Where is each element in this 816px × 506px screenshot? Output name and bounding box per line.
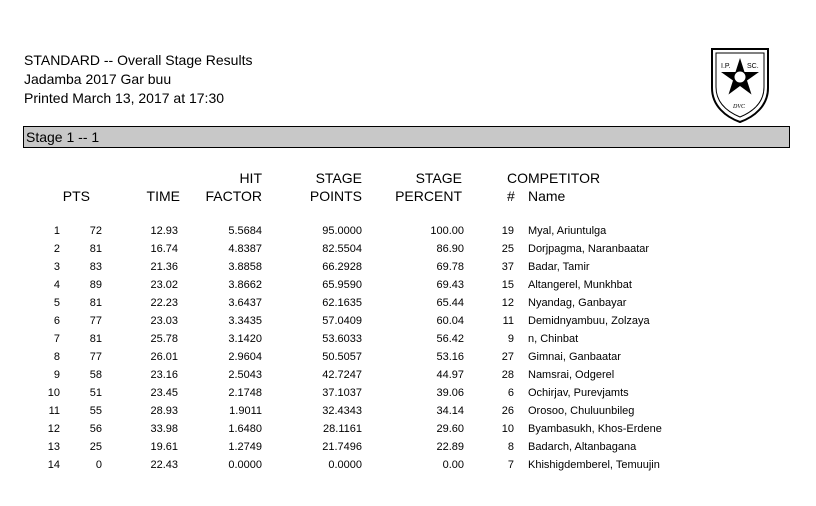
header-stage-points-2: POINTS bbox=[309, 188, 362, 204]
place-cell: 7 bbox=[53, 333, 60, 345]
competitor-number-cell: 19 bbox=[501, 225, 514, 237]
hit-factor-cell: 2.1748 bbox=[228, 387, 262, 399]
pts-cell: 58 bbox=[89, 369, 102, 381]
place-cell: 13 bbox=[47, 441, 60, 453]
stage-points-cell: 42.7247 bbox=[322, 369, 362, 381]
time-cell: 26.01 bbox=[150, 351, 178, 363]
time-cell: 23.03 bbox=[150, 315, 178, 327]
stage-points-cell: 57.0409 bbox=[322, 315, 362, 327]
competitor-number-cell: 28 bbox=[501, 369, 514, 381]
report-title: STANDARD -- Overall Stage Results bbox=[24, 52, 253, 68]
pts-cell: 81 bbox=[89, 297, 102, 309]
stage-percent-cell: 60.04 bbox=[436, 315, 464, 327]
stage-points-cell: 82.5504 bbox=[322, 243, 362, 255]
place-cell: 9 bbox=[53, 369, 60, 381]
place-cell: 2 bbox=[53, 243, 60, 255]
stage-percent-cell: 86.90 bbox=[436, 243, 464, 255]
table-row bbox=[0, 420, 816, 438]
stage-percent-cell: 0.00 bbox=[442, 459, 464, 471]
competitor-name-cell: Ochirjav, Purevjamts bbox=[528, 387, 629, 399]
competitor-name-cell: Demidnyambuu, Zolzaya bbox=[528, 315, 650, 327]
report-header bbox=[24, 51, 252, 108]
table-row bbox=[0, 312, 816, 330]
hit-factor-cell: 1.6480 bbox=[228, 423, 262, 435]
stage-points-cell: 50.5057 bbox=[322, 351, 362, 363]
stage-percent-cell: 69.78 bbox=[436, 261, 464, 273]
stage-points-cell: 62.1635 bbox=[322, 297, 362, 309]
place-cell: 10 bbox=[47, 387, 60, 399]
ipsc-logo bbox=[709, 46, 771, 124]
pts-cell: 81 bbox=[89, 243, 102, 255]
stage-bar bbox=[23, 126, 790, 148]
header-stage-points-1: STAGE bbox=[315, 170, 362, 186]
competitor-name-cell: Khishigdemberel, Temuujin bbox=[528, 459, 660, 471]
pts-cell: 56 bbox=[89, 423, 102, 435]
competitor-name-cell: Byambasukh, Khos-Erdene bbox=[528, 423, 662, 435]
header-stage-percent-2: PERCENT bbox=[395, 188, 462, 204]
header-stage-percent-1: STAGE bbox=[415, 170, 462, 186]
competitor-name-cell: Gimnai, Ganbaatar bbox=[528, 351, 621, 363]
competitor-number-cell: 10 bbox=[501, 423, 514, 435]
time-cell: 22.43 bbox=[150, 459, 178, 471]
header-hit: HIT bbox=[239, 170, 262, 186]
competitor-number-cell: 15 bbox=[501, 279, 514, 291]
stage-percent-cell: 29.60 bbox=[436, 423, 464, 435]
stage-percent-cell: 56.42 bbox=[436, 333, 464, 345]
hit-factor-cell: 3.3435 bbox=[228, 315, 262, 327]
time-cell: 23.45 bbox=[150, 387, 178, 399]
competitor-number-cell: 26 bbox=[501, 405, 514, 417]
time-cell: 22.23 bbox=[150, 297, 178, 309]
pts-cell: 81 bbox=[89, 333, 102, 345]
time-cell: 16.74 bbox=[150, 243, 178, 255]
hit-factor-cell: 2.9604 bbox=[228, 351, 262, 363]
place-cell: 1 bbox=[53, 225, 60, 237]
place-cell: 6 bbox=[53, 315, 60, 327]
logo-right-text: SC. bbox=[747, 63, 759, 70]
hit-factor-cell: 3.1420 bbox=[228, 333, 262, 345]
competitor-number-cell: 7 bbox=[507, 459, 514, 471]
competitor-number-cell: 9 bbox=[507, 333, 514, 345]
table-row bbox=[0, 384, 816, 402]
competitor-name-cell: Dorjpagma, Naranbaatar bbox=[528, 243, 650, 255]
match-name: Jadamba 2017 Gar buu bbox=[24, 71, 172, 87]
stage-percent-cell: 34.14 bbox=[436, 405, 464, 417]
pts-cell: 77 bbox=[89, 351, 102, 363]
stage-percent-cell: 100.00 bbox=[430, 225, 464, 237]
stage-title: Stage 1 -- 1 bbox=[26, 129, 100, 145]
competitor-number-cell: 25 bbox=[501, 243, 514, 255]
table-row bbox=[0, 330, 816, 348]
place-cell: 12 bbox=[47, 423, 60, 435]
hit-factor-cell: 3.6437 bbox=[228, 297, 262, 309]
table-row bbox=[0, 294, 816, 312]
pts-cell: 55 bbox=[89, 405, 102, 417]
stage-points-cell: 53.6033 bbox=[322, 333, 362, 345]
pts-cell: 72 bbox=[89, 225, 102, 237]
hit-factor-cell: 2.5043 bbox=[228, 369, 262, 381]
table-row bbox=[0, 276, 816, 294]
competitor-name-cell: Orosoo, Chuluunbileg bbox=[528, 405, 635, 417]
place-cell: 11 bbox=[48, 405, 60, 417]
stage-percent-cell: 44.97 bbox=[436, 369, 464, 381]
competitor-number-cell: 12 bbox=[501, 297, 514, 309]
place-cell: 14 bbox=[47, 459, 60, 471]
competitor-name-cell: Badar, Tamir bbox=[528, 261, 590, 273]
pts-cell: 25 bbox=[89, 441, 102, 453]
table-row bbox=[0, 258, 816, 276]
table-row bbox=[0, 366, 816, 384]
pts-cell: 77 bbox=[89, 315, 102, 327]
table-row bbox=[0, 456, 816, 474]
time-cell: 19.61 bbox=[150, 441, 178, 453]
header-pts: PTS bbox=[62, 188, 90, 204]
stage-percent-cell: 22.89 bbox=[436, 441, 464, 453]
header-competitor: COMPETITOR bbox=[507, 170, 601, 186]
competitor-name-cell: Badarch, Altanbagana bbox=[528, 441, 637, 453]
competitor-number-cell: 27 bbox=[501, 351, 514, 363]
time-cell: 21.36 bbox=[150, 261, 178, 273]
time-cell: 33.98 bbox=[150, 423, 178, 435]
time-cell: 25.78 bbox=[150, 333, 178, 345]
place-cell: 4 bbox=[53, 279, 60, 291]
logo-motto: DVC bbox=[733, 104, 745, 110]
hit-factor-cell: 4.8387 bbox=[228, 243, 262, 255]
time-cell: 23.02 bbox=[150, 279, 178, 291]
table-row bbox=[0, 222, 816, 240]
time-cell: 12.93 bbox=[150, 225, 178, 237]
stage-percent-cell: 39.06 bbox=[436, 387, 464, 399]
place-cell: 3 bbox=[53, 261, 60, 273]
hit-factor-cell: 1.9011 bbox=[229, 405, 262, 417]
competitor-name-cell: Nyandag, Ganbayar bbox=[528, 297, 627, 309]
competitor-number-cell: 11 bbox=[502, 315, 514, 327]
table-row bbox=[0, 348, 816, 366]
stage-points-cell: 65.9590 bbox=[322, 279, 362, 291]
hit-factor-cell: 0.0000 bbox=[228, 459, 262, 471]
logo-left-text: I.P. bbox=[721, 63, 731, 70]
stage-points-cell: 95.0000 bbox=[322, 225, 362, 237]
stage-percent-cell: 53.16 bbox=[436, 351, 464, 363]
competitor-name-cell: Altangerel, Munkhbat bbox=[528, 279, 632, 291]
pts-cell: 89 bbox=[89, 279, 102, 291]
pts-cell: 51 bbox=[89, 387, 102, 399]
header-factor: FACTOR bbox=[205, 188, 262, 204]
hit-factor-cell: 5.5684 bbox=[228, 225, 262, 237]
table-row bbox=[0, 438, 816, 456]
header-time: TIME bbox=[146, 188, 180, 204]
competitor-name-cell: Myal, Ariuntulga bbox=[528, 225, 607, 237]
competitor-name-cell: Namsrai, Odgerel bbox=[528, 369, 615, 381]
place-cell: 8 bbox=[53, 351, 60, 363]
stage-percent-cell: 69.43 bbox=[436, 279, 464, 291]
competitor-number-cell: 37 bbox=[501, 261, 514, 273]
hit-factor-cell: 1.2749 bbox=[228, 441, 262, 453]
place-cell: 5 bbox=[53, 297, 60, 309]
table-row bbox=[0, 402, 816, 420]
stage-points-cell: 28.1161 bbox=[323, 423, 362, 435]
header-comp-number: # bbox=[507, 188, 515, 204]
stage-percent-cell: 65.44 bbox=[436, 297, 464, 309]
competitor-number-cell: 6 bbox=[507, 387, 514, 399]
stage-points-cell: 32.4343 bbox=[322, 405, 362, 417]
printed-date: Printed March 13, 2017 at 17:30 bbox=[24, 90, 225, 106]
stage-points-cell: 0.0000 bbox=[328, 459, 362, 471]
header-comp-name: Name bbox=[528, 188, 566, 204]
competitor-name-cell: n, Chinbat bbox=[528, 333, 579, 345]
table-row bbox=[0, 240, 816, 258]
time-cell: 28.93 bbox=[150, 405, 178, 417]
hit-factor-cell: 3.8858 bbox=[228, 261, 262, 273]
pts-cell: 0 bbox=[95, 459, 102, 471]
stage-points-cell: 66.2928 bbox=[322, 261, 362, 273]
competitor-number-cell: 8 bbox=[507, 441, 514, 453]
stage-points-cell: 37.1037 bbox=[322, 387, 362, 399]
hit-factor-cell: 3.8662 bbox=[228, 279, 262, 291]
stage-points-cell: 21.7496 bbox=[322, 441, 362, 453]
time-cell: 23.16 bbox=[150, 369, 178, 381]
pts-cell: 83 bbox=[89, 261, 102, 273]
